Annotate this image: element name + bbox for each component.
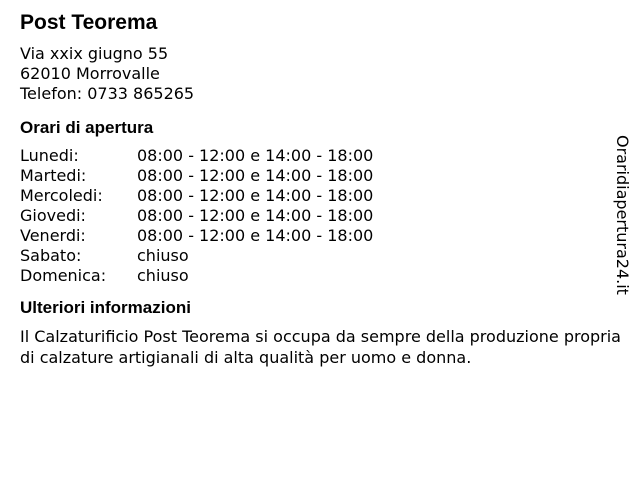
time-value: chiuso: [137, 246, 189, 265]
site-watermark: Oraridiapertura24.it: [613, 135, 632, 295]
hours-row-sunday: [20, 266, 373, 286]
hours-row-saturday: [20, 246, 373, 266]
address-city: 62010 Morrovalle: [20, 64, 160, 83]
time-value: 08:00 - 12:00 e 14:00 - 18:00: [137, 186, 374, 205]
further-info-text: Il Calzaturificio Post Teorema si occupa da sempre della produzione propria di calzature artigianali di alta qualità per uomo e donna.: [20, 327, 621, 367]
time-value: chiuso: [137, 266, 189, 285]
day-label: Giovedi:: [20, 206, 86, 225]
day-label: Sabato:: [20, 246, 82, 265]
day-label: Martedi:: [20, 166, 87, 185]
business-card: [20, 10, 630, 368]
day-label: Domenica:: [20, 266, 107, 285]
address-block: [20, 44, 630, 104]
hours-row-friday: [20, 226, 373, 246]
hours-row-thursday: [20, 206, 373, 226]
day-label: Venerdi:: [20, 226, 86, 245]
time-value: 08:00 - 12:00 e 14:00 - 18:00: [137, 146, 374, 165]
hours-row-tuesday: [20, 166, 373, 186]
phone-number: Telefon: 0733 865265: [20, 84, 195, 103]
business-name: Post Teorema: [20, 11, 158, 34]
day-label: Lunedi:: [20, 146, 79, 165]
address-street: Via xxix giugno 55: [20, 44, 169, 63]
opening-hours-table: [20, 146, 373, 286]
hours-row-wednesday: [20, 186, 373, 206]
hours-row-monday: [20, 146, 373, 166]
further-info-heading: Ulteriori informazioni: [20, 298, 191, 317]
day-label: Mercoledi:: [20, 186, 103, 205]
time-value: 08:00 - 12:00 e 14:00 - 18:00: [137, 226, 374, 245]
time-value: 08:00 - 12:00 e 14:00 - 18:00: [137, 166, 374, 185]
time-value: 08:00 - 12:00 e 14:00 - 18:00: [137, 206, 374, 225]
opening-hours-heading: Orari di apertura: [20, 118, 154, 137]
